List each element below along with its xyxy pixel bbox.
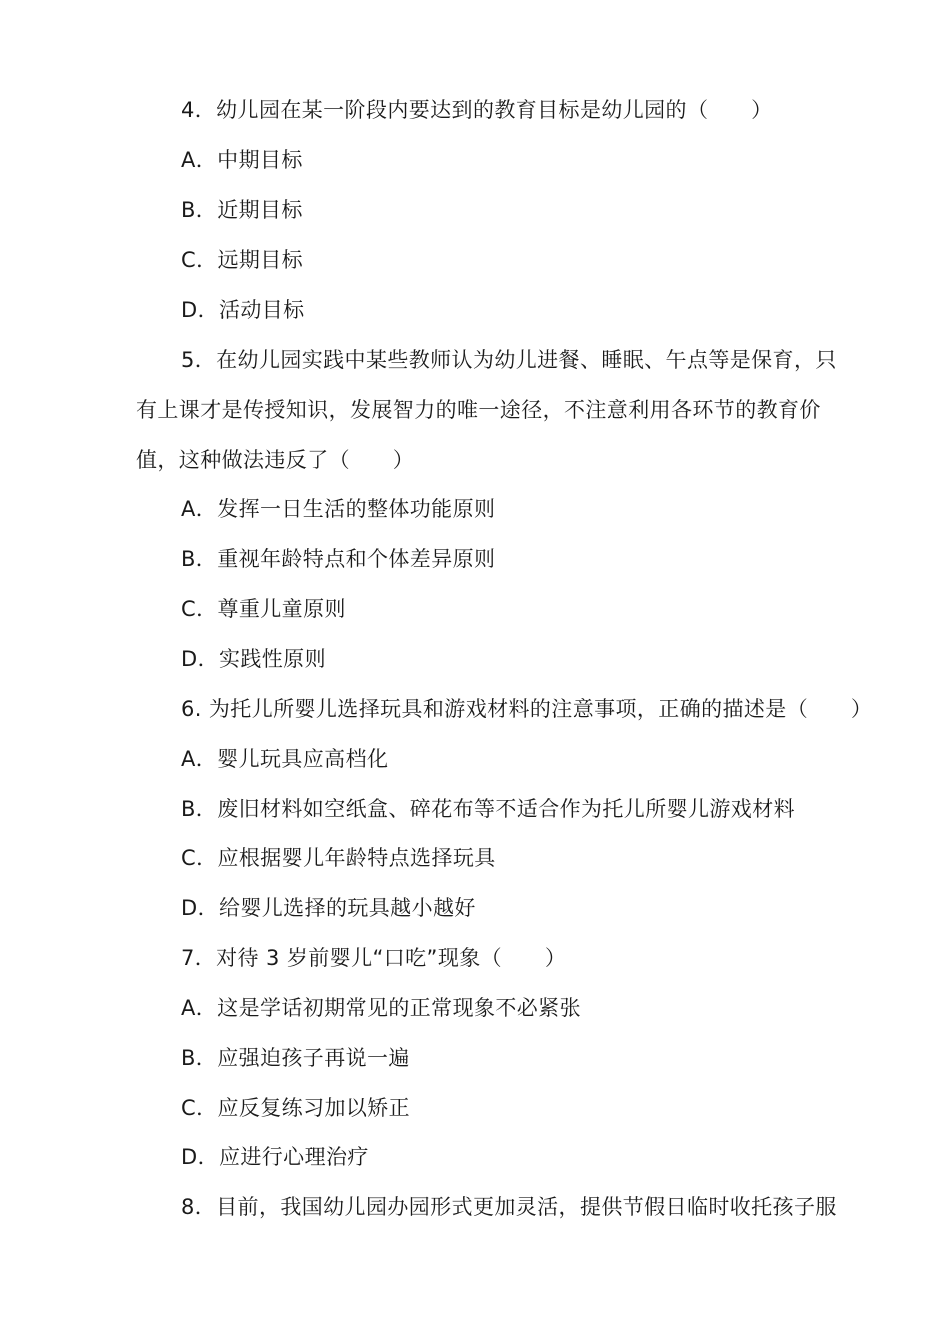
question-5-option-a: A．发挥一日生活的整体功能原则 [181,497,496,521]
question-8-stem: 8．目前，我国幼儿园办园形式更加灵活，提供节假日临时收托孩子服 [181,1195,837,1219]
question-5-option-c: C．尊重儿童原则 [181,597,346,621]
question-7-option-d: D．应进行心理治疗 [181,1145,369,1169]
question-5-option-d: D．实践性原则 [181,647,326,671]
question-4-option-d: D．活动目标 [181,298,305,322]
question-6-option-c: C．应根据婴儿年龄特点选择玩具 [181,846,496,870]
question-7-option-c: C．应反复练习加以矫正 [181,1096,411,1120]
question-4-option-c: C．远期目标 [181,248,304,272]
question-5-stem-line-2: 有上课才是传授知识，发展智力的唯一途径，不注意利用各环节的教育价 [136,398,821,422]
question-6-stem: 6. 为托儿所婴儿选择玩具和游戏材料的注意事项，正确的描述是（ ） [181,697,873,721]
question-4-stem: 4．幼儿园在某一阶段内要达到的教育目标是幼儿园的（ ） [181,98,773,122]
question-5-option-b: B．重视年龄特点和个体差异原则 [181,547,496,571]
question-6-option-d: D．给婴儿选择的玩具越小越好 [181,896,476,920]
question-5-stem-line-1: 5．在幼儿园实践中某些教师认为幼儿进餐、睡眠、午点等是保育，只 [181,348,837,372]
question-7-option-b: B．应强迫孩子再说一遍 [181,1046,410,1070]
question-7-option-a: A．这是学话初期常见的正常现象不必紧张 [181,996,581,1020]
question-4-option-a: A．中期目标 [181,148,303,172]
question-6-option-a: A．婴儿玩具应高档化 [181,747,389,771]
question-4-option-b: B．近期目标 [181,198,303,222]
question-5-stem-line-3: 值，这种做法违反了（ ） [136,448,415,472]
question-6-option-b: B．废旧材料如空纸盒、碎花布等不适合作为托儿所婴儿游戏材料 [181,797,796,821]
question-7-stem: 7．对待 3 岁前婴儿“口吃”现象（ ） [181,946,567,970]
